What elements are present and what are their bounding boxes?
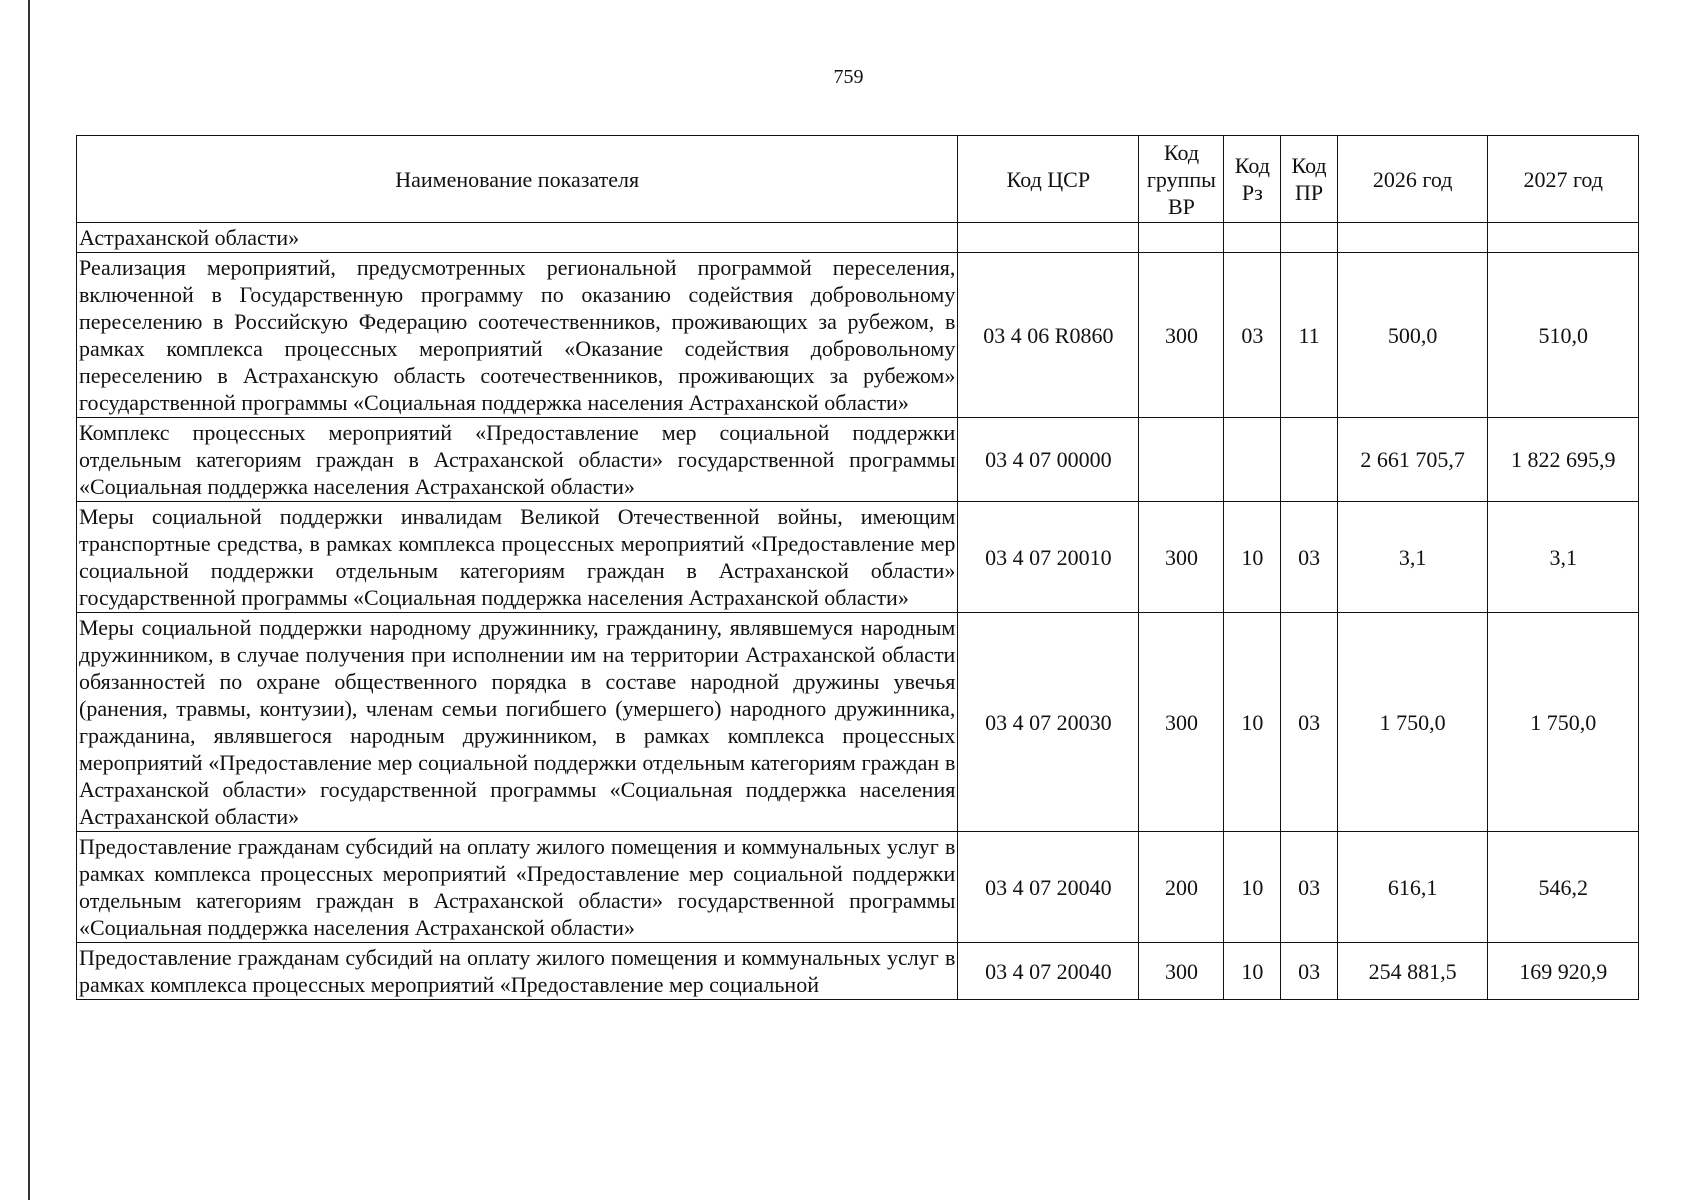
row-pr-code: [1281, 418, 1338, 502]
row-name: Меры социальной поддержки инвалидам Великой Отечественной войны, имеющим транспортные средства, в рамках комплекса процессных мероприятий «Предоставление мер социальной поддержки отдельным категориям граждан в Астраханской области» государственной программы «Социальная поддержка населения Астраханской области»: [77, 502, 958, 613]
header-year-2027: 2027 год: [1488, 136, 1639, 223]
row-vr-code: 300: [1139, 613, 1224, 832]
row-value-2026: 616,1: [1337, 832, 1488, 943]
row-csr-code: 03 4 07 20030: [958, 613, 1139, 832]
table-row: [77, 832, 1639, 943]
row-csr-code: 03 4 07 20010: [958, 502, 1139, 613]
row-name: Комплекс процессных мероприятий «Предоставление мер социальной поддержки отдельным категориям граждан в Астраханской области» государственной программы «Социальная поддержка населения Астраханской области»: [77, 418, 958, 502]
row-vr-code: 300: [1139, 502, 1224, 613]
row-value-2026: 3,1: [1337, 502, 1488, 613]
row-value-2027: 3,1: [1488, 502, 1639, 613]
page-number: 759: [833, 66, 864, 88]
row-value-2027: 1 822 695,9: [1488, 418, 1639, 502]
row-pr-code: 03: [1281, 832, 1338, 943]
row-rz-code: 10: [1224, 613, 1281, 832]
row-name: Астраханской области»: [77, 223, 958, 253]
header-rz-code: Код Рз: [1224, 136, 1281, 223]
row-vr-code: 300: [1139, 943, 1224, 1000]
row-pr-code: [1281, 223, 1338, 253]
table-row: [77, 502, 1639, 613]
row-value-2027: 546,2: [1488, 832, 1639, 943]
header-vr-code: Код группы ВР: [1139, 136, 1224, 223]
row-value-2027: 1 750,0: [1488, 613, 1639, 832]
row-name: Предоставление гражданам субсидий на оплату жилого помещения и коммунальных услуг в рамках комплекса процессных мероприятий «Предоставление мер социальной: [77, 943, 958, 1000]
row-csr-code: 03 4 07 20040: [958, 832, 1139, 943]
row-value-2027: 169 920,9: [1488, 943, 1639, 1000]
table-row: [77, 223, 1639, 253]
table-row: [77, 253, 1639, 418]
row-rz-code: [1224, 418, 1281, 502]
budget-table: [76, 135, 1639, 1000]
row-csr-code: 03 4 06 R0860: [958, 253, 1139, 418]
row-vr-code: 200: [1139, 832, 1224, 943]
row-value-2027: 510,0: [1488, 253, 1639, 418]
header-name: Наименование показателя: [77, 136, 958, 223]
row-csr-code: 03 4 07 00000: [958, 418, 1139, 502]
row-pr-code: 03: [1281, 502, 1338, 613]
row-value-2026: 1 750,0: [1337, 613, 1488, 832]
row-pr-code: 11: [1281, 253, 1338, 418]
table-row: [77, 418, 1639, 502]
row-vr-code: [1139, 418, 1224, 502]
row-rz-code: [1224, 223, 1281, 253]
row-value-2027: [1488, 223, 1639, 253]
table-row: [77, 613, 1639, 832]
row-value-2026: 2 661 705,7: [1337, 418, 1488, 502]
row-rz-code: 10: [1224, 943, 1281, 1000]
row-rz-code: 10: [1224, 832, 1281, 943]
row-value-2026: 254 881,5: [1337, 943, 1488, 1000]
budget-table-container: [76, 135, 1639, 1000]
row-vr-code: [1139, 223, 1224, 253]
row-rz-code: 03: [1224, 253, 1281, 418]
table-row: [77, 943, 1639, 1000]
row-pr-code: 03: [1281, 943, 1338, 1000]
row-name: Реализация мероприятий, предусмотренных региональной программой переселения, включенной в Государственную программу по оказанию содействия добровольному переселению в Российскую Федерацию соотечественников, проживающих за рубежом, в рамках комплекса процессных мероприятий «Оказание содействия добровольному переселению в Астраханскую область соотечественников, проживающих за рубежом» государственной программы «Социальная поддержка населения Астраханской области»: [77, 253, 958, 418]
header-year-2026: 2026 год: [1337, 136, 1488, 223]
row-csr-code: 03 4 07 20040: [958, 943, 1139, 1000]
row-value-2026: [1337, 223, 1488, 253]
row-vr-code: 300: [1139, 253, 1224, 418]
row-rz-code: 10: [1224, 502, 1281, 613]
row-pr-code: 03: [1281, 613, 1338, 832]
row-name: Меры социальной поддержки народному дружиннику, гражданину, являвшемуся народным дружинником, в случае получения при исполнении им на территории Астраханской области обязанностей по охране общественного порядка в составе народной дружины увечья (ранения, травмы, контузии), членам семьи погибшего (умершего) народного дружинника, гражданина, являвшегося народным дружинником, в рамках комплекса процессных мероприятий «Предоставление мер социальной поддержки отдельным категориям граждан в Астраханской области» государственной программы «Социальная поддержка населения Астраханской области»: [77, 613, 958, 832]
table-header-row: [77, 136, 1639, 223]
header-csr-code: Код ЦСР: [958, 136, 1139, 223]
header-pr-code: Код ПР: [1281, 136, 1338, 223]
row-name: Предоставление гражданам субсидий на оплату жилого помещения и коммунальных услуг в рамках комплекса процессных мероприятий «Предоставление мер социальной поддержки отдельным категориям граждан в Астраханской области» государственной программы «Социальная поддержка населения Астраханской области»: [77, 832, 958, 943]
row-csr-code: [958, 223, 1139, 253]
row-value-2026: 500,0: [1337, 253, 1488, 418]
page-margin-line: [28, 0, 30, 1200]
